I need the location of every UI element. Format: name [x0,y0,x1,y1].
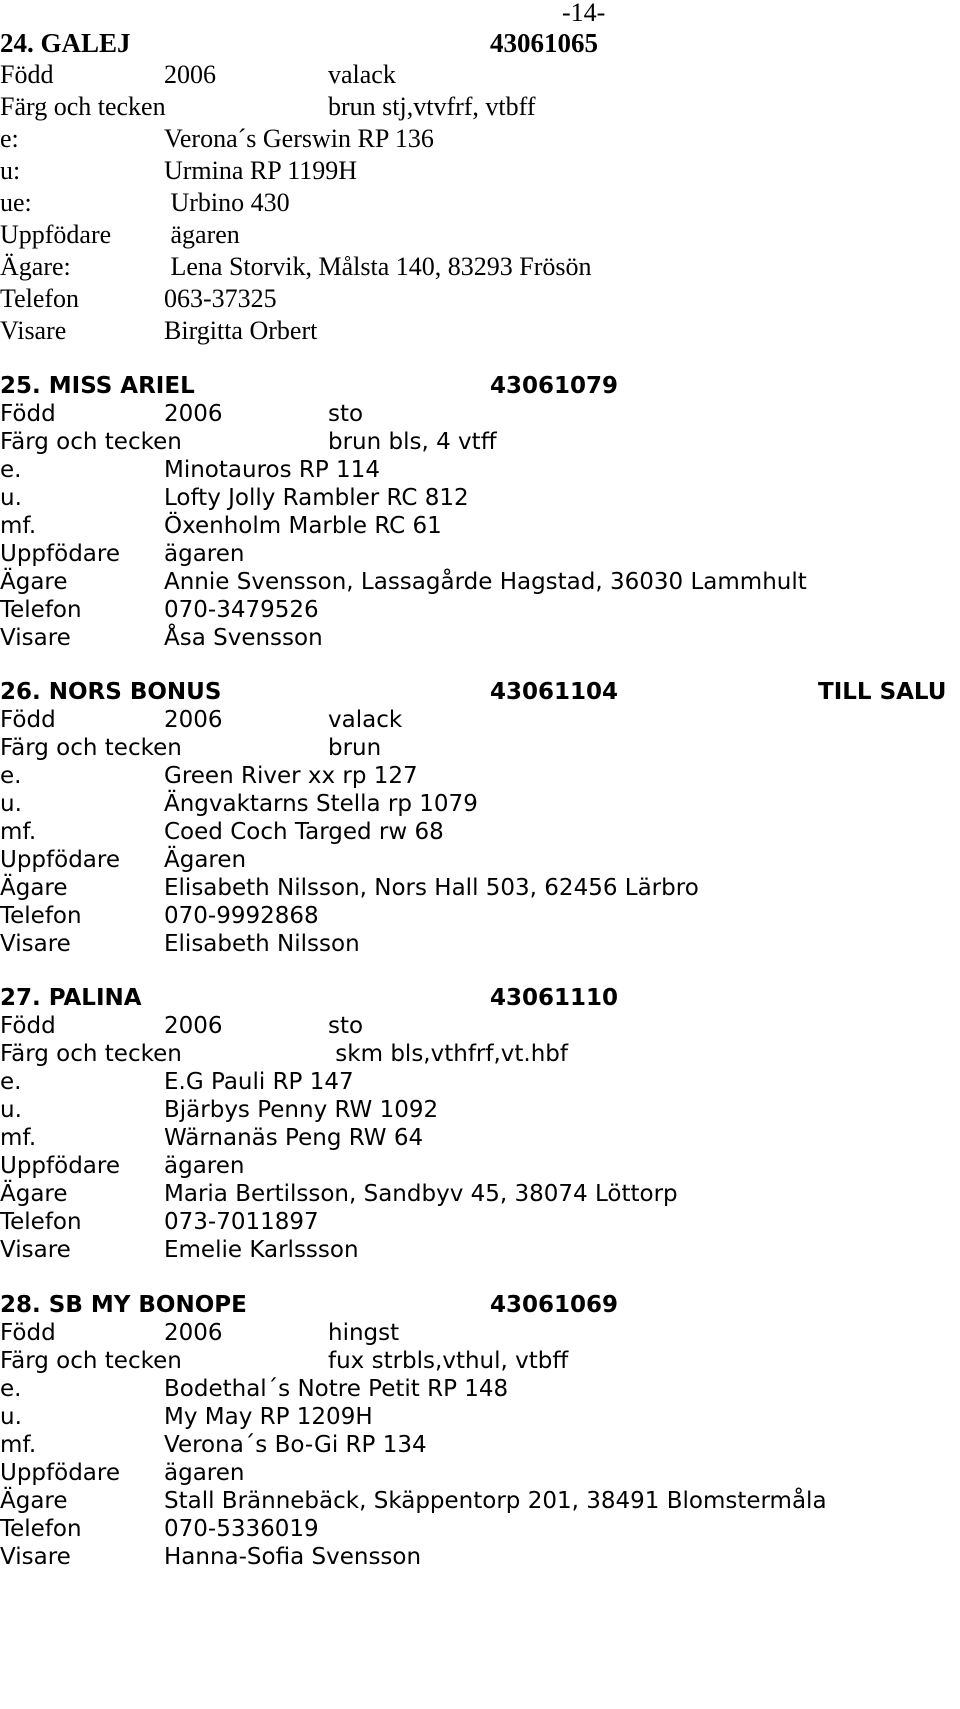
phone-value: 070-5336019 [164,1516,319,1542]
handler-label: Visare [0,625,71,651]
phone-label: Telefon [0,903,82,929]
color-label: Färg och tecken [0,92,166,121]
born-year: 2006 [164,1013,223,1039]
phone-value: 070-3479526 [164,597,319,623]
born-label: Född [0,401,56,427]
damsire-label: mf. [0,1432,37,1458]
owner-value: Maria Bertilsson, Sandbyv 45, 38074 Löttorp [164,1181,678,1207]
sire-value: Bodethal´s Notre Petit RP 148 [164,1376,509,1402]
owner-label: Ägare [0,1181,68,1207]
born-label: Född [0,60,54,89]
entry-title: 28. SB MY BONOPE [0,1292,247,1318]
color-value: brun stj,vtvfrf, vtbff [328,92,536,121]
handler-label: Visare [0,1544,71,1570]
dam-value: Lofty Jolly Rambler RC 812 [164,485,469,511]
handler-value: Åsa Svensson [164,625,323,651]
breeder-label: Uppfödare [0,847,120,873]
sex: valack [328,60,396,89]
sire-value: Minotauros RP 114 [164,457,380,483]
color-value: fux strbls,vthul, vtbff [328,1348,569,1374]
owner-value: Stall Brännebäck, Skäppentorp 201, 38491 Blomstermåla [164,1488,827,1514]
handler-label: Visare [0,931,71,957]
sire-value: Green River xx rp 127 [164,763,418,789]
born-year: 2006 [164,1320,223,1346]
entry-reg-number: 43061079 [490,373,619,399]
born-year: 2006 [164,707,223,733]
damsire-label: ue: [0,188,32,217]
damsire-value: Öxenholm Marble RC 61 [164,513,442,539]
dam-label: u. [0,1404,22,1430]
dam-label: u. [0,1097,22,1123]
born-year: 2006 [164,401,223,427]
phone-value: 070-9992868 [164,903,319,929]
breeder-label: Uppfödare [0,541,120,567]
damsire-value: Coed Coch Targed rw 68 [164,819,444,845]
color-value: brun bls, 4 vtff [328,429,497,455]
phone-label: Telefon [0,284,80,313]
dam-label: u: [0,156,21,185]
entry-reg-number: 43061065 [490,28,598,58]
breeder-label: Uppfödare [0,1460,120,1486]
breeder-value: ägaren [164,541,245,567]
sire-value: E.G Pauli RP 147 [164,1069,354,1095]
dam-value: Ängvaktarns Stella rp 1079 [164,791,478,817]
phone-value: 073-7011897 [164,1209,319,1235]
sex: sto [328,1013,364,1039]
sire-value: Verona´s Gerswin RP 136 [164,124,434,153]
entry-reg-number: 43061104 [490,679,619,705]
color-label: Färg och tecken [0,1041,182,1067]
entry-title: 24. GALEJ [0,28,131,58]
breeder-value: ägaren [164,1460,245,1486]
handler-label: Visare [0,316,67,345]
born-label: Född [0,707,56,733]
breeder-label: Uppfödare [0,1153,120,1179]
entry-reg-number: 43061069 [490,1292,619,1318]
owner-label: Ägare [0,875,68,901]
handler-value: Hanna-Sofia Svensson [164,1544,422,1570]
damsire-value: Wärnanäs Peng RW 64 [164,1125,424,1151]
phone-label: Telefon [0,1516,82,1542]
handler-label: Visare [0,1237,71,1263]
sire-label: e. [0,457,22,483]
breeder-value: Ägaren [164,847,247,873]
sire-label: e: [0,124,19,153]
sire-label: e. [0,763,22,789]
born-year: 2006 [164,60,216,89]
owner-value: Lena Storvik, Målsta 140, 83293 Frösön [164,252,592,281]
born-label: Född [0,1320,56,1346]
color-value: brun [328,735,382,761]
damsire-value: Verona´s Bo-Gi RP 134 [164,1432,427,1458]
owner-value: Elisabeth Nilsson, Nors Hall 503, 62456 Lärbro [164,875,699,901]
page-number: -14- [562,0,606,27]
phone-label: Telefon [0,1209,82,1235]
owner-value: Annie Svensson, Lassagårde Hagstad, 36030 Lammhult [164,569,807,595]
damsire-label: mf. [0,819,37,845]
entry-title: 25. MISS ARIEL [0,373,195,399]
color-label: Färg och tecken [0,429,182,455]
dam-label: u. [0,791,22,817]
handler-value: Emelie Karlssson [164,1237,359,1263]
phone-label: Telefon [0,597,82,623]
sex: hingst [328,1320,400,1346]
damsire-label: mf. [0,513,37,539]
color-label: Färg och tecken [0,735,182,761]
color-label: Färg och tecken [0,1348,182,1374]
handler-value: Elisabeth Nilsson [164,931,360,957]
entry-title: 26. NORS BONUS [0,679,222,705]
dam-label: u. [0,485,22,511]
entry-reg-number: 43061110 [490,985,619,1011]
owner-label: Ägare: [0,252,71,281]
sex: sto [328,401,364,427]
sire-label: e. [0,1376,22,1402]
entry-title: 27. PALINA [0,985,142,1011]
dam-value: My May RP 1209H [164,1404,373,1430]
breeder-value: ägaren [164,220,240,249]
sex: valack [328,707,403,733]
damsire-label: mf. [0,1125,37,1151]
born-label: Född [0,1013,56,1039]
sire-label: e. [0,1069,22,1095]
handler-value: Birgitta Orbert [164,316,318,345]
breeder-label: Uppfödare [0,220,112,249]
breeder-value: ägaren [164,1153,245,1179]
for-sale-label: TILL SALU [818,679,947,705]
phone-value: 063-37325 [164,284,277,313]
owner-label: Ägare [0,1488,68,1514]
owner-label: Ägare [0,569,68,595]
damsire-value: Urbino 430 [164,188,290,217]
dam-value: Bjärbys Penny RW 1092 [164,1097,439,1123]
color-value: skm bls,vthfrf,vt.hbf [328,1041,568,1067]
dam-value: Urmina RP 1199H [164,156,358,185]
